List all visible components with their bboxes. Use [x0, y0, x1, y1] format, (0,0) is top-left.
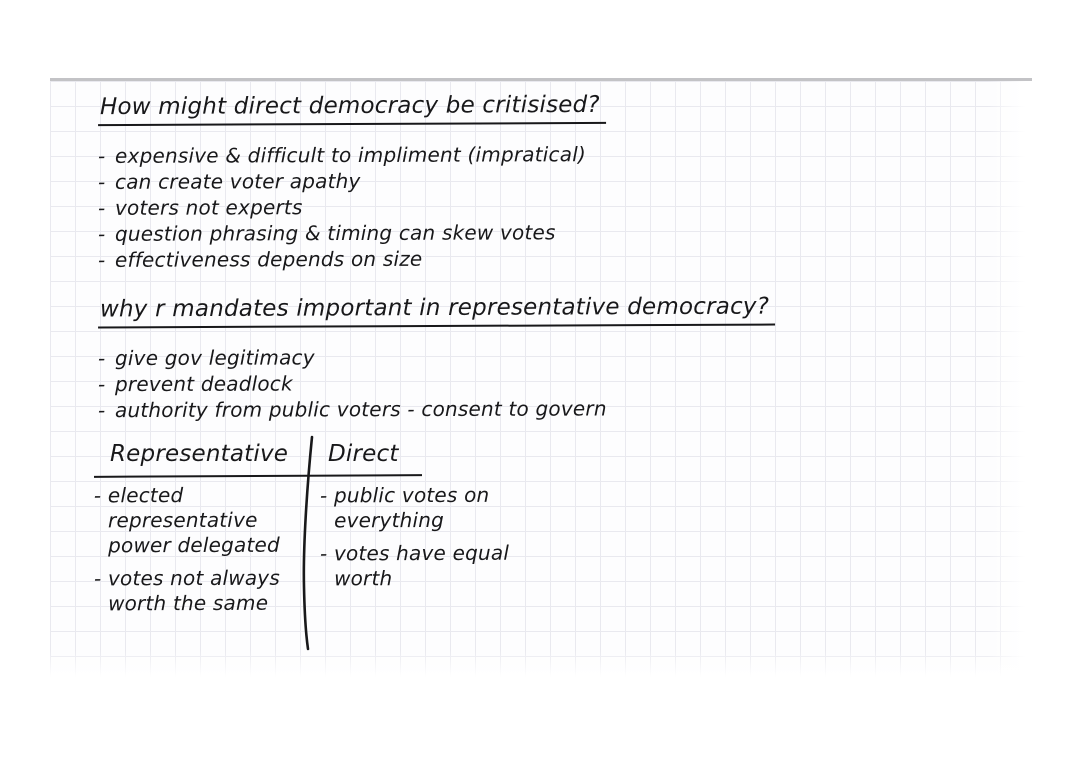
dash-bullet-marker: -	[97, 221, 106, 246]
dash-bullet-marker: -	[319, 483, 328, 508]
dash-bullet-marker: -	[93, 566, 102, 591]
section-heading: How might direct democracy be critisised?	[98, 92, 606, 126]
dash-bullet-marker: -	[97, 169, 106, 194]
bullet-item	[320, 541, 550, 592]
bullet-text: elected representative power delegated	[107, 483, 280, 558]
bullet-item	[320, 483, 550, 534]
bullet-text: votes not always worth the same	[107, 565, 280, 616]
bullet-text: voters not experts	[114, 195, 303, 220]
bullet-item	[98, 193, 606, 221]
comparison-table-body	[94, 483, 594, 624]
bullet-list	[98, 344, 775, 422]
bullet-item	[94, 483, 306, 559]
bullet-text: expensive & difficult to impliment (impratical)	[114, 142, 586, 168]
column-representative	[94, 483, 306, 624]
bullet-item	[98, 369, 775, 397]
paper-right-fade	[987, 81, 1032, 680]
bullet-text: votes have equal worth	[333, 540, 510, 591]
bullet-list	[320, 483, 550, 591]
bullet-item	[98, 167, 606, 195]
dash-bullet-marker: -	[97, 247, 106, 272]
bullet-item	[98, 395, 775, 423]
bullet-item	[98, 343, 775, 371]
dash-bullet-marker: -	[97, 372, 106, 397]
column-header-representative: Representative	[110, 441, 289, 467]
section-heading: why r mandates important in representative democracy?	[98, 294, 775, 329]
dash-bullet-marker: -	[97, 195, 106, 220]
bullet-item	[98, 141, 606, 169]
bullet-text: can create voter apathy	[114, 168, 361, 194]
dash-bullet-marker: -	[97, 346, 106, 371]
column-header-direct: Direct	[328, 441, 399, 467]
bullet-list	[94, 483, 306, 616]
bullet-list	[98, 142, 606, 272]
section-mandates-importance	[98, 295, 775, 422]
dash-bullet-marker: -	[97, 143, 106, 168]
paper-bottom-fade	[50, 650, 1032, 684]
comparison-table-header-row	[94, 441, 594, 473]
bullet-item	[98, 245, 606, 273]
header-underline-stroke	[94, 474, 422, 478]
bullet-text: give gov legitimacy	[114, 345, 315, 371]
dash-bullet-marker: -	[93, 483, 102, 508]
section-direct-democracy-criticism	[98, 93, 606, 272]
bullet-item	[98, 219, 606, 247]
bullet-item	[94, 566, 306, 617]
bullet-text: public votes on everything	[333, 482, 490, 533]
bullet-text: authority from public voters - consent to govern	[114, 396, 607, 423]
bullet-text: prevent deadlock	[114, 371, 293, 397]
grid-paper-sheet	[50, 78, 1032, 680]
bullet-text: effectiveness depends on size	[114, 246, 423, 272]
column-direct	[320, 483, 550, 624]
dash-bullet-marker: -	[319, 541, 328, 566]
comparison-table	[94, 441, 594, 624]
bullet-text: question phrasing & timing can skew votes	[114, 220, 556, 246]
column-divider-stroke	[300, 437, 316, 651]
dash-bullet-marker: -	[97, 398, 106, 423]
